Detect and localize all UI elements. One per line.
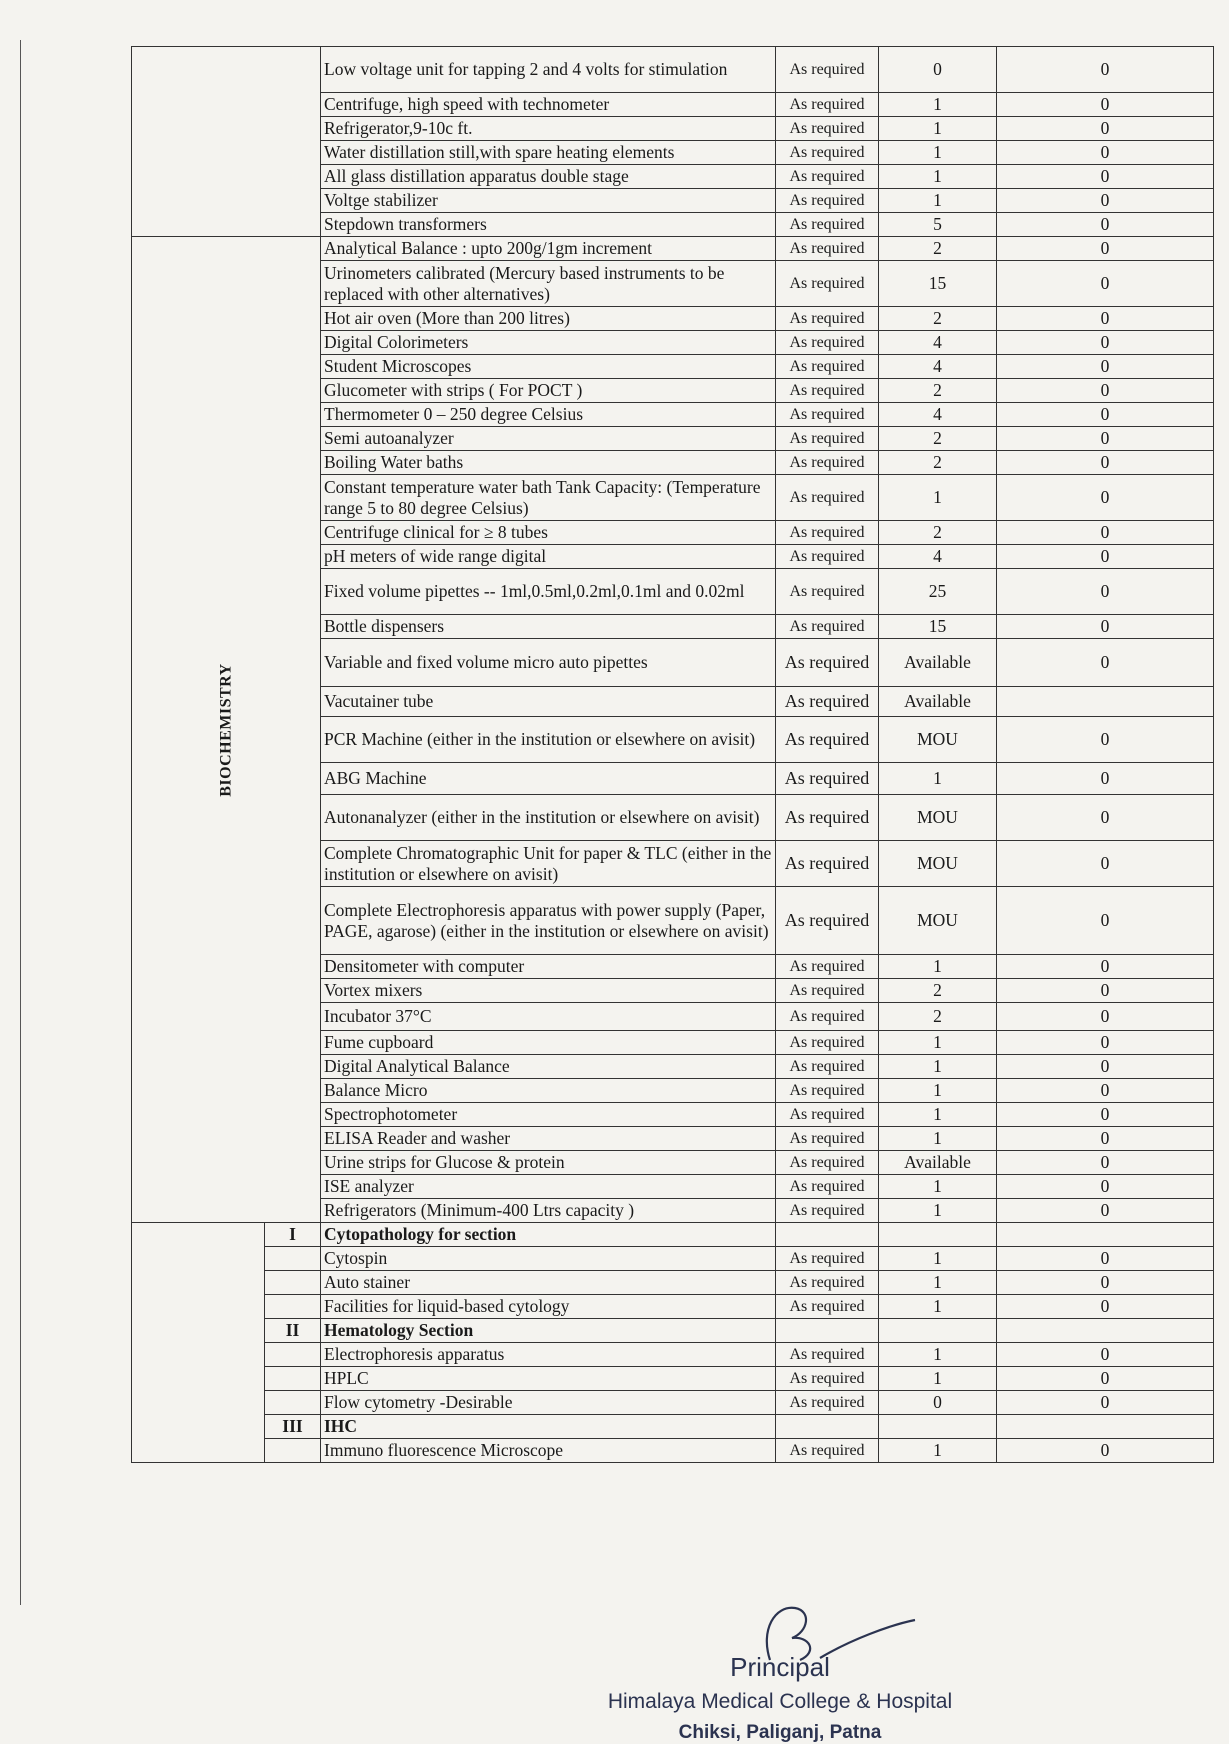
- requirement-value: As required: [776, 955, 879, 979]
- section-number: III: [265, 1415, 321, 1439]
- available-value: 1: [879, 1103, 997, 1127]
- deficiency-value: [997, 687, 1214, 717]
- deficiency-value: 0: [997, 213, 1214, 237]
- deficiency-value: 0: [997, 1031, 1214, 1055]
- available-value: 1: [879, 1127, 997, 1151]
- table-row: [132, 1271, 1214, 1295]
- requirement-value: As required: [776, 841, 879, 887]
- requirement-value: As required: [776, 1127, 879, 1151]
- available-value: Available: [879, 639, 997, 687]
- equipment-name: Student Microscopes: [321, 355, 776, 379]
- equipment-name: Incubator 37°C: [321, 1003, 776, 1031]
- deficiency-value: 0: [997, 1295, 1214, 1319]
- requirement-value: As required: [776, 451, 879, 475]
- available-value: 1: [879, 1295, 997, 1319]
- deficiency-value: 0: [997, 165, 1214, 189]
- equipment-name: Analytical Balance : upto 200g/1gm increment: [321, 237, 776, 261]
- section-header-row: [132, 1415, 1214, 1439]
- requirement-value: As required: [776, 1247, 879, 1271]
- available-value: 1: [879, 763, 997, 795]
- requirement-value: As required: [776, 355, 879, 379]
- deficiency-value: 0: [997, 189, 1214, 213]
- available-value: 2: [879, 379, 997, 403]
- available-value: 1: [879, 165, 997, 189]
- deficiency-value: 0: [997, 141, 1214, 165]
- empty-cell: [997, 1415, 1214, 1439]
- available-value: 4: [879, 355, 997, 379]
- section-header-row: [132, 1319, 1214, 1343]
- department-cell-next: [132, 1223, 265, 1463]
- table-row: [132, 1295, 1214, 1319]
- deficiency-value: 0: [997, 521, 1214, 545]
- available-value: 2: [879, 451, 997, 475]
- available-value: 0: [879, 47, 997, 93]
- empty-cell: [879, 1223, 997, 1247]
- section-number: II: [265, 1319, 321, 1343]
- equipment-name: Spectrophotometer: [321, 1103, 776, 1127]
- deficiency-value: 0: [997, 47, 1214, 93]
- requirement-value: As required: [776, 1295, 879, 1319]
- deficiency-value: 0: [997, 307, 1214, 331]
- available-value: 1: [879, 1247, 997, 1271]
- section-number-empty: [265, 1391, 321, 1415]
- requirement-value: As required: [776, 717, 879, 763]
- requirement-value: As required: [776, 261, 879, 307]
- equipment-name: Boiling Water baths: [321, 451, 776, 475]
- available-value: 0: [879, 1391, 997, 1415]
- department-name: BIOCHEMISTRY: [217, 662, 235, 797]
- requirement-value: As required: [776, 1367, 879, 1391]
- scan-margin-line: [20, 40, 21, 1605]
- section-title: Hematology Section: [321, 1319, 776, 1343]
- table-row: [132, 1247, 1214, 1271]
- available-value: MOU: [879, 841, 997, 887]
- deficiency-value: 0: [997, 117, 1214, 141]
- equipment-name: Auto stainer: [321, 1271, 776, 1295]
- requirement-value: As required: [776, 1343, 879, 1367]
- table-row: [132, 47, 1214, 93]
- deficiency-value: 0: [997, 451, 1214, 475]
- deficiency-value: 0: [997, 717, 1214, 763]
- equipment-name: Urine strips for Glucose & protein: [321, 1151, 776, 1175]
- available-value: 4: [879, 545, 997, 569]
- available-value: Available: [879, 687, 997, 717]
- section-number-empty: [265, 1343, 321, 1367]
- equipment-name: Autonanalyzer (either in the institution or elsewhere on avisit): [321, 795, 776, 841]
- requirement-value: As required: [776, 403, 879, 427]
- available-value: 2: [879, 307, 997, 331]
- requirement-value: As required: [776, 1391, 879, 1415]
- equipment-name: Immuno fluorescence Microscope: [321, 1439, 776, 1463]
- available-value: 5: [879, 213, 997, 237]
- table-row: [132, 1367, 1214, 1391]
- deficiency-value: 0: [997, 1247, 1214, 1271]
- requirement-value: As required: [776, 521, 879, 545]
- equipment-name: All glass distillation apparatus double stage: [321, 165, 776, 189]
- deficiency-value: 0: [997, 1127, 1214, 1151]
- equipment-name: ABG Machine: [321, 763, 776, 795]
- requirement-value: As required: [776, 1199, 879, 1223]
- equipment-name: Electrophoresis apparatus: [321, 1343, 776, 1367]
- empty-cell: [997, 1319, 1214, 1343]
- deficiency-value: 0: [997, 1367, 1214, 1391]
- equipment-name: Fume cupboard: [321, 1031, 776, 1055]
- requirement-value: As required: [776, 379, 879, 403]
- deficiency-value: 0: [997, 355, 1214, 379]
- available-value: MOU: [879, 717, 997, 763]
- available-value: Available: [879, 1151, 997, 1175]
- deficiency-value: 0: [997, 1151, 1214, 1175]
- available-value: 1: [879, 93, 997, 117]
- equipment-name: Complete Chromatographic Unit for paper & TLC (either in the institution or elsewhere on avisit): [321, 841, 776, 887]
- requirement-value: As required: [776, 545, 879, 569]
- equipment-name: Digital Analytical Balance: [321, 1055, 776, 1079]
- requirement-value: As required: [776, 1079, 879, 1103]
- equipment-table: [131, 46, 1214, 1463]
- deficiency-value: 0: [997, 1079, 1214, 1103]
- deficiency-value: 0: [997, 1003, 1214, 1031]
- deficiency-value: 0: [997, 979, 1214, 1003]
- deficiency-value: 0: [997, 795, 1214, 841]
- available-value: 1: [879, 1271, 997, 1295]
- deficiency-value: 0: [997, 403, 1214, 427]
- equipment-name: Digital Colorimeters: [321, 331, 776, 355]
- equipment-name: Facilities for liquid-based cytology: [321, 1295, 776, 1319]
- equipment-name: Stepdown transformers: [321, 213, 776, 237]
- equipment-name: Water distillation still,with spare heating elements: [321, 141, 776, 165]
- equipment-name: HPLC: [321, 1367, 776, 1391]
- available-value: 1: [879, 1031, 997, 1055]
- seal-institution: Himalaya Medical College & Hospital: [607, 1690, 953, 1713]
- requirement-value: As required: [776, 213, 879, 237]
- requirement-value: As required: [776, 307, 879, 331]
- requirement-value: As required: [776, 93, 879, 117]
- equipment-name: Fixed volume pipettes -- 1ml,0.5ml,0.2ml,0.1ml and 0.02ml: [321, 569, 776, 615]
- available-value: 1: [879, 955, 997, 979]
- deficiency-value: 0: [997, 261, 1214, 307]
- equipment-name: Refrigerator,9-10c ft.: [321, 117, 776, 141]
- section-number-empty: [265, 1247, 321, 1271]
- requirement-value: As required: [776, 795, 879, 841]
- equipment-name: Centrifuge clinical for ≥ 8 tubes: [321, 521, 776, 545]
- equipment-name: Cytospin: [321, 1247, 776, 1271]
- deficiency-value: 0: [997, 1439, 1214, 1463]
- section-number-empty: [265, 1271, 321, 1295]
- deficiency-value: 0: [997, 93, 1214, 117]
- available-value: 1: [879, 1079, 997, 1103]
- requirement-value: As required: [776, 1055, 879, 1079]
- department-cell-prev: [132, 47, 321, 237]
- table-row: [132, 1343, 1214, 1367]
- equipment-name: Hot air oven (More than 200 litres): [321, 307, 776, 331]
- equipment-name: Glucometer with strips ( For POCT ): [321, 379, 776, 403]
- requirement-value: As required: [776, 1271, 879, 1295]
- equipment-name: Refrigerators (Minimum-400 Ltrs capacity ): [321, 1199, 776, 1223]
- available-value: MOU: [879, 887, 997, 955]
- available-value: 1: [879, 117, 997, 141]
- available-value: 2: [879, 979, 997, 1003]
- requirement-value: As required: [776, 763, 879, 795]
- equipment-name: Densitometer with computer: [321, 955, 776, 979]
- empty-cell: [776, 1319, 879, 1343]
- available-value: 4: [879, 331, 997, 355]
- equipment-name: Voltge stabilizer: [321, 189, 776, 213]
- available-value: MOU: [879, 795, 997, 841]
- equipment-name: ISE analyzer: [321, 1175, 776, 1199]
- available-value: 4: [879, 403, 997, 427]
- equipment-name: Semi autoanalyzer: [321, 427, 776, 451]
- equipment-name: ELISA Reader and washer: [321, 1127, 776, 1151]
- requirement-value: As required: [776, 427, 879, 451]
- available-value: 2: [879, 427, 997, 451]
- requirement-value: As required: [776, 237, 879, 261]
- table-row: [132, 1439, 1214, 1463]
- requirement-value: As required: [776, 189, 879, 213]
- equipment-name: Urinometers calibrated (Mercury based instruments to be replaced with other alternatives): [321, 261, 776, 307]
- department-cell: [132, 237, 321, 1223]
- requirement-value: As required: [776, 1439, 879, 1463]
- available-value: 1: [879, 189, 997, 213]
- section-header-row: [132, 1223, 1214, 1247]
- equipment-name: Centrifuge, high speed with technometer: [321, 93, 776, 117]
- requirement-value: As required: [776, 1003, 879, 1031]
- available-value: 1: [879, 1367, 997, 1391]
- equipment-name: pH meters of wide range digital: [321, 545, 776, 569]
- requirement-value: As required: [776, 331, 879, 355]
- requirement-value: As required: [776, 165, 879, 189]
- requirement-value: As required: [776, 687, 879, 717]
- available-value: 1: [879, 1175, 997, 1199]
- deficiency-value: 0: [997, 427, 1214, 451]
- empty-cell: [776, 1223, 879, 1247]
- deficiency-value: 0: [997, 639, 1214, 687]
- deficiency-value: 0: [997, 545, 1214, 569]
- deficiency-value: 0: [997, 1175, 1214, 1199]
- deficiency-value: 0: [997, 475, 1214, 521]
- principal-seal: [560, 1600, 1000, 1743]
- requirement-value: As required: [776, 1031, 879, 1055]
- section-number-empty: [265, 1367, 321, 1391]
- table-row: [132, 237, 1214, 261]
- section-number-empty: [265, 1439, 321, 1463]
- equipment-name: Flow cytometry -Desirable: [321, 1391, 776, 1415]
- section-number-empty: [265, 1295, 321, 1319]
- seal-place: Chiksi, Paliganj, Patna: [678, 1722, 882, 1743]
- deficiency-value: 0: [997, 615, 1214, 639]
- requirement-value: As required: [776, 475, 879, 521]
- available-value: 25: [879, 569, 997, 615]
- equipment-name: Constant temperature water bath Tank Capacity: (Temperature range 5 to 80 degree Celsius): [321, 475, 776, 521]
- empty-cell: [879, 1415, 997, 1439]
- deficiency-value: 0: [997, 887, 1214, 955]
- deficiency-value: 0: [997, 379, 1214, 403]
- table-row: [132, 1391, 1214, 1415]
- deficiency-value: 0: [997, 1103, 1214, 1127]
- deficiency-value: 0: [997, 1271, 1214, 1295]
- section-number: I: [265, 1223, 321, 1247]
- requirement-value: As required: [776, 1175, 879, 1199]
- deficiency-value: 0: [997, 1055, 1214, 1079]
- requirement-value: As required: [776, 569, 879, 615]
- equipment-name: Balance Micro: [321, 1079, 776, 1103]
- equipment-name: Thermometer 0 – 250 degree Celsius: [321, 403, 776, 427]
- available-value: 1: [879, 1439, 997, 1463]
- requirement-value: As required: [776, 1103, 879, 1127]
- available-value: 2: [879, 237, 997, 261]
- equipment-name: Low voltage unit for tapping 2 and 4 volts for stimulation: [321, 47, 776, 93]
- deficiency-value: 0: [997, 955, 1214, 979]
- deficiency-value: 0: [997, 1391, 1214, 1415]
- requirement-value: As required: [776, 1151, 879, 1175]
- requirement-value: As required: [776, 887, 879, 955]
- available-value: 1: [879, 1055, 997, 1079]
- empty-cell: [997, 1223, 1214, 1247]
- requirement-value: As required: [776, 639, 879, 687]
- available-value: 1: [879, 1343, 997, 1367]
- section-title: Cytopathology for section: [321, 1223, 776, 1247]
- equipment-name: Variable and fixed volume micro auto pipettes: [321, 639, 776, 687]
- available-value: 2: [879, 1003, 997, 1031]
- deficiency-value: 0: [997, 841, 1214, 887]
- available-value: 15: [879, 615, 997, 639]
- equipment-name: Vortex mixers: [321, 979, 776, 1003]
- deficiency-value: 0: [997, 1199, 1214, 1223]
- equipment-name: Bottle dispensers: [321, 615, 776, 639]
- deficiency-value: 0: [997, 569, 1214, 615]
- seal-title: Principal: [730, 1652, 830, 1682]
- available-value: 1: [879, 1199, 997, 1223]
- equipment-name: Complete Electrophoresis apparatus with power supply (Paper, PAGE, agarose) (either in the institution or elsewhere on avisit): [321, 887, 776, 955]
- deficiency-value: 0: [997, 763, 1214, 795]
- empty-cell: [776, 1415, 879, 1439]
- section-title: IHC: [321, 1415, 776, 1439]
- empty-cell: [879, 1319, 997, 1343]
- equipment-name: Vacutainer tube: [321, 687, 776, 717]
- requirement-value: As required: [776, 141, 879, 165]
- deficiency-value: 0: [997, 331, 1214, 355]
- requirement-value: As required: [776, 615, 879, 639]
- available-value: 15: [879, 261, 997, 307]
- deficiency-value: 0: [997, 1343, 1214, 1367]
- requirement-value: As required: [776, 117, 879, 141]
- available-value: 2: [879, 521, 997, 545]
- deficiency-value: 0: [997, 237, 1214, 261]
- requirement-value: As required: [776, 979, 879, 1003]
- available-value: 1: [879, 141, 997, 165]
- requirement-value: As required: [776, 47, 879, 93]
- equipment-name: PCR Machine (either in the institution or elsewhere on avisit): [321, 717, 776, 763]
- available-value: 1: [879, 475, 997, 521]
